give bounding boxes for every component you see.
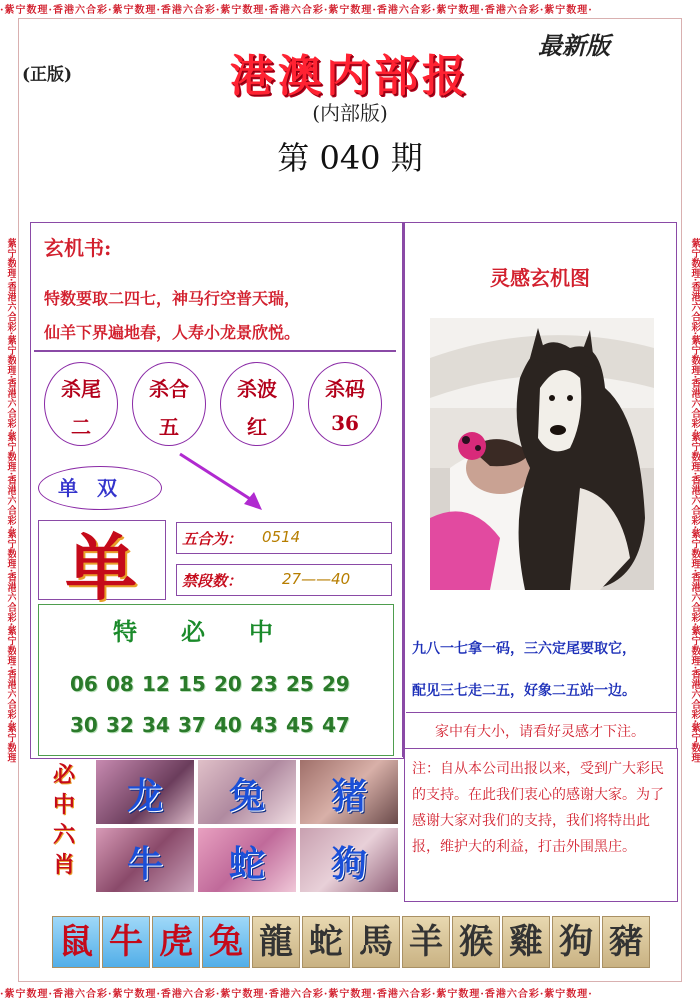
warning-text: 家中有大小，请看好灵感才下注。 [435, 724, 645, 740]
zodiac-photo-grid [96, 760, 398, 894]
page-title: 港澳内部报 [230, 51, 470, 102]
zodiac-tile [198, 760, 296, 824]
oval-value: 五 [159, 415, 179, 439]
number: 32 [106, 713, 134, 737]
border-top-text: ·紫宁数理·香港六合彩·紫宁数理·香港六合彩·紫宁数理·香港六合彩·紫宁数理·香港六合彩·紫宁数理·香港六合彩·紫宁数理· [0, 4, 593, 16]
oval-kill-tail [44, 362, 118, 446]
zodiac-bar-cell: 馬 [352, 916, 400, 968]
poem-heading: 玄机书: [44, 236, 112, 260]
zodiac-bar-cell: 雞 [502, 916, 550, 968]
zodiac-bar-cell: 猴 [452, 916, 500, 968]
border-bottom-text: ·紫宁数理·香港六合彩·紫宁数理·香港六合彩·紫宁数理·香港六合彩·紫宁数理·香港六合彩·紫宁数理·香港六合彩·紫宁数理· [0, 988, 593, 1000]
zodiac-bar-cell: 鼠 [52, 916, 100, 968]
zodiac-bar-cell: 牛 [102, 916, 150, 968]
must-zodiac-label: 必中六肖 [52, 762, 75, 878]
zodiac-tile [96, 828, 194, 892]
issue-number: 第 040 期 [277, 139, 423, 177]
oval-value: 36 [331, 411, 359, 435]
number-row-1 [70, 672, 358, 696]
zodiac-bar-cell: 豬 [602, 916, 650, 968]
zodiac-char: 狗 [330, 843, 367, 885]
zodiac-char: 兔 [228, 775, 265, 817]
kill-range-label: 禁段数： [182, 572, 243, 590]
five-he-value: 0514 [262, 528, 301, 546]
oval-key: 杀合 [149, 377, 189, 401]
poem-divider [34, 350, 396, 352]
zodiac-tile [96, 760, 194, 824]
number: 15 [178, 672, 206, 696]
number-row-2 [70, 713, 358, 737]
must-win-heading: 特必中 [113, 617, 317, 646]
number: 37 [178, 713, 206, 737]
big-char: 单 [64, 525, 137, 610]
number: 20 [214, 672, 242, 696]
number: 40 [214, 713, 242, 737]
inspiration-photo [430, 318, 654, 590]
zodiac-tile [300, 760, 398, 824]
number: 47 [322, 713, 350, 737]
oval-key: 杀尾 [61, 377, 101, 401]
arrow-icon [170, 448, 280, 518]
zodiac-bar-cell: 龍 [252, 916, 300, 968]
number: 12 [142, 672, 170, 696]
edition-tag: (正版) [22, 65, 73, 85]
dan-shuang-text: 单 双 [58, 476, 123, 500]
zodiac-bar-cell: 狗 [552, 916, 600, 968]
border-left-text: 紫宁数理·香港六合彩·紫宁数理·香港六合彩·紫宁数理·香港六合彩·紫宁数理·香港六合彩·紫宁数理·香港六合彩·紫宁数理 [5, 237, 16, 763]
zodiac-bar-cell: 蛇 [302, 916, 350, 968]
inspiration-title: 灵感玄机图 [490, 266, 590, 290]
zodiac-char: 猪 [330, 775, 367, 817]
oval-value: 红 [247, 415, 267, 439]
oval-kill-wave [220, 362, 294, 446]
number: 25 [286, 672, 314, 696]
number: 08 [106, 672, 134, 696]
oval-value: 二 [71, 415, 91, 439]
oval-kill-he [132, 362, 206, 446]
number: 23 [250, 672, 278, 696]
inspiration-line-1: 九八一七拿一码，三六定尾要取它， [412, 641, 636, 657]
zodiac-char: 龙 [126, 775, 163, 817]
number: 45 [286, 713, 314, 737]
five-he-label: 五合为： [182, 530, 243, 548]
oval-kill-code [308, 362, 382, 446]
zodiac-bar-cell: 羊 [402, 916, 450, 968]
kill-range-value: 27——40 [282, 570, 351, 588]
oval-key: 杀波 [237, 377, 277, 401]
zodiac-bar [52, 916, 650, 968]
zodiac-bar-cell: 虎 [152, 916, 200, 968]
number: 43 [250, 713, 278, 737]
oval-key: 杀码 [325, 377, 365, 401]
number: 30 [70, 713, 98, 737]
number: 34 [142, 713, 170, 737]
page-subtitle: (内部版) [312, 101, 388, 125]
zodiac-tile [300, 828, 398, 892]
inspiration-line-2: 配见三七走二五，好象二五站一边。 [412, 683, 636, 699]
zodiac-tile [198, 828, 296, 892]
zodiac-char: 蛇 [228, 843, 265, 885]
zodiac-bar-cell: 兔 [202, 916, 250, 968]
notice-text: 注：自从本公司出报以来，受到广大彩民的支持。在此我们衷心的感谢大家。为了感谢大家对我们的支持，我们将特出此报，维护大的利益，打击外围黑庄。 [412, 761, 664, 855]
warning-divider [406, 712, 676, 713]
border-right-text: 紫宁数理·香港六合彩·紫宁数理·香港六合彩·紫宁数理·香港六合彩·紫宁数理·香港六合彩·紫宁数理·香港六合彩·紫宁数理 [689, 237, 700, 763]
number: 06 [70, 672, 98, 696]
poem-line-2: 仙羊下界遍地春，人寿小龙景欣悦。 [44, 323, 301, 342]
latest-tag: 最新版 [538, 31, 610, 60]
number: 29 [322, 672, 350, 696]
zodiac-char: 牛 [126, 843, 163, 885]
poem-line-1: 特数要取二四七，神马行空普天瑞， [44, 289, 301, 308]
